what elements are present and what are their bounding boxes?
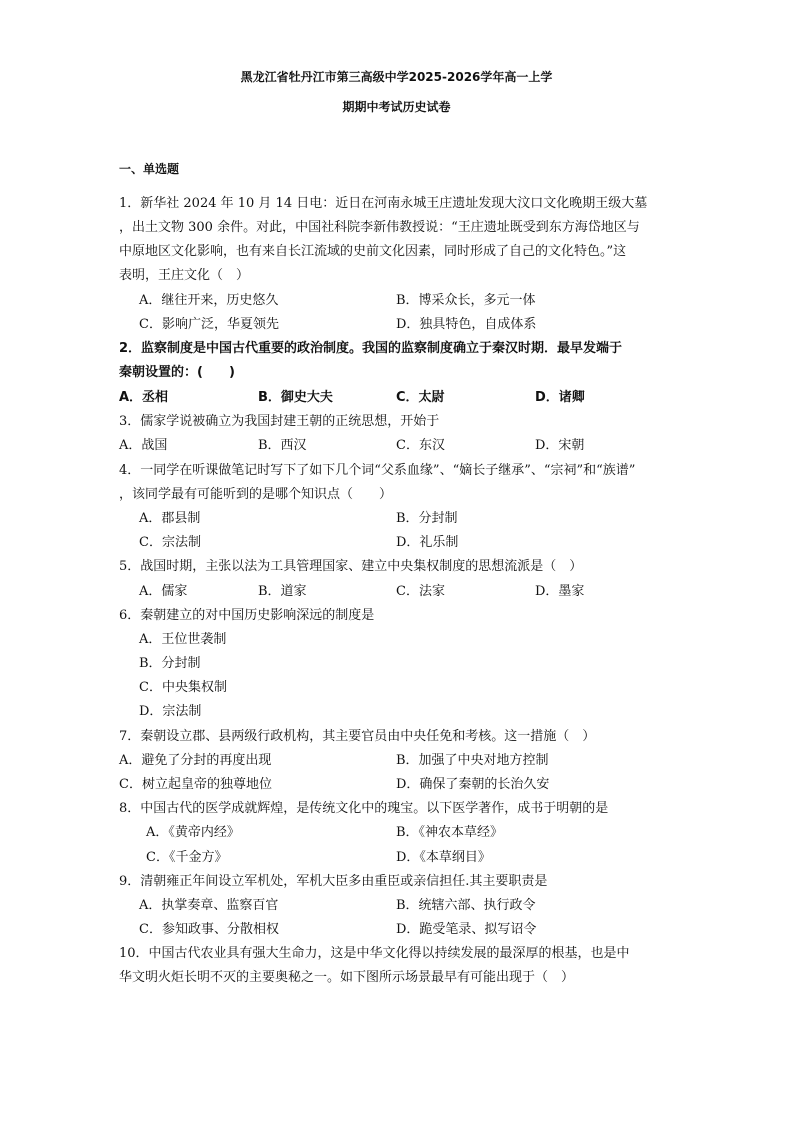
q7-stem-line1: 7．秦朝设立郡、县两级行政机构，其主要官员由中央任免和考核。这一措施（ ） <box>119 729 596 744</box>
q5-option-d[interactable]: D．墨家 <box>535 584 585 599</box>
q3-option-d[interactable]: D．宋朝 <box>535 438 585 453</box>
q6-option-c[interactable]: C．中央集权制 <box>139 680 227 695</box>
q8-option-c[interactable]: C．《千金方》 <box>146 850 228 865</box>
q1-option-a[interactable]: A．继往开来，历史悠久 <box>139 293 279 308</box>
q8-option-d[interactable]: D．《本草纲目》 <box>396 850 491 865</box>
q3-option-b[interactable]: B．西汉 <box>258 438 307 453</box>
q4-option-a[interactable]: A．郡县制 <box>139 511 201 526</box>
q1-stem-line2: ，出土文物 300 余件。对此，中国社科院李新伟教授说：“王庄遗址既受到东方海岱地区与 <box>119 220 640 235</box>
q10-stem-line1: 10．中国古代农业具有强大生命力，这是中华文化得以持续发展的最深厚的根基，也是中 <box>119 946 630 961</box>
exam-title-line1: 黑龙江省牡丹江市第三高级中学2025-2026学年高一上学 <box>240 70 553 84</box>
q7-option-d[interactable]: D．确保了秦朝的长治久安 <box>396 777 550 792</box>
q8-option-b[interactable]: B．《神农本草经》 <box>396 825 504 840</box>
q4-option-d[interactable]: D．礼乐制 <box>396 535 459 550</box>
q6-option-a[interactable]: A．王位世袭制 <box>139 632 227 647</box>
q8-option-a[interactable]: A．《黄帝内经》 <box>146 825 240 840</box>
q2-stem-line1: 2．监察制度是中国古代重要的政治制度。我国的监察制度确立于秦汉时期．最早发端于 <box>119 341 623 356</box>
q7-option-a[interactable]: A．避免了分封的再度出现 <box>119 753 272 768</box>
q9-option-d[interactable]: D．跪受笔录、拟写诏令 <box>396 922 537 937</box>
q2-option-d[interactable]: D．诸卿 <box>535 390 585 405</box>
q2-option-a[interactable]: A．丞相 <box>119 390 169 405</box>
q5-option-a[interactable]: A．儒家 <box>139 584 188 599</box>
exam-title-line2: 期期中考试历史试卷 <box>342 100 451 114</box>
section-heading: 一、单选题 <box>119 162 180 176</box>
q7-option-c[interactable]: C．树立起皇帝的独尊地位 <box>119 777 272 792</box>
q9-stem-line1: 9．清朝雍正年间设立军机处，军机大臣多由重臣或亲信担任.其主要职责是 <box>119 874 548 889</box>
q2-option-c[interactable]: C．太尉 <box>396 390 445 405</box>
q4-stem-line2: ，该同学最有可能听到的是哪个知识点（ ） <box>119 487 393 502</box>
q5-option-b[interactable]: B．道家 <box>258 584 307 599</box>
q9-option-b[interactable]: B．统辖六部、执行政令 <box>396 898 536 913</box>
q1-stem-line1: 1．新华社 2024 年 10 月 14 日电：近日在河南永城王庄遗址发现大汶口文化晚期王级大墓 <box>119 196 648 211</box>
q3-option-a[interactable]: A．战国 <box>119 438 168 453</box>
q6-option-d[interactable]: D．宗法制 <box>139 704 202 719</box>
q4-option-c[interactable]: C．宗法制 <box>139 535 201 550</box>
q1-option-c[interactable]: C．影响广泛，华夏领先 <box>139 317 279 332</box>
q6-option-b[interactable]: B．分封制 <box>139 656 201 671</box>
q1-option-b[interactable]: B．博采众长，多元一体 <box>396 293 536 308</box>
q6-stem-line1: 6．秦朝建立的对中国历史影响深远的制度是 <box>119 608 375 623</box>
q2-option-b[interactable]: B．御史大夫 <box>258 390 333 405</box>
q1-stem-line4: 表明，王庄文化（ ） <box>119 268 250 283</box>
q4-stem-line1: 4．一同学在听课做笔记时写下了如下几个词“父系血缘”、“嫡长子继承”、“宗祠”和“族谱” <box>119 463 636 478</box>
q9-option-a[interactable]: A．执掌奏章、监察百官 <box>139 898 279 913</box>
q3-stem-line1: 3．儒家学说被确立为我国封建王朝的正统思想，开始于 <box>119 414 440 429</box>
q1-option-d[interactable]: D．独具特色，自成体系 <box>396 317 537 332</box>
q9-option-c[interactable]: C．参知政事、分散相权 <box>139 922 279 937</box>
q5-option-c[interactable]: C．法家 <box>396 584 445 599</box>
q5-stem-line1: 5．战国时期，主张以法为工具管理国家、建立中央集权制度的思想流派是（ ） <box>119 559 583 574</box>
q7-option-b[interactable]: B．加强了中央对地方控制 <box>396 753 549 768</box>
q2-stem-line2: 秦朝设置的：( ) <box>119 365 235 380</box>
q4-option-b[interactable]: B．分封制 <box>396 511 458 526</box>
q3-option-c[interactable]: C．东汉 <box>396 438 445 453</box>
q1-stem-line3: 中原地区文化影响，也有来自长江流域的史前文化因素，同时形成了自己的文化特色。”这 <box>119 244 627 259</box>
q10-stem-line2: 华文明火炬长明不灭的主要奥秘之一。如下图所示场景最早有可能出现于（ ） <box>119 970 575 985</box>
q8-stem-line1: 8．中国古代的医学成就辉煌，是传统文化中的瑰宝。以下医学著作，成书于明朝的是 <box>119 801 609 816</box>
